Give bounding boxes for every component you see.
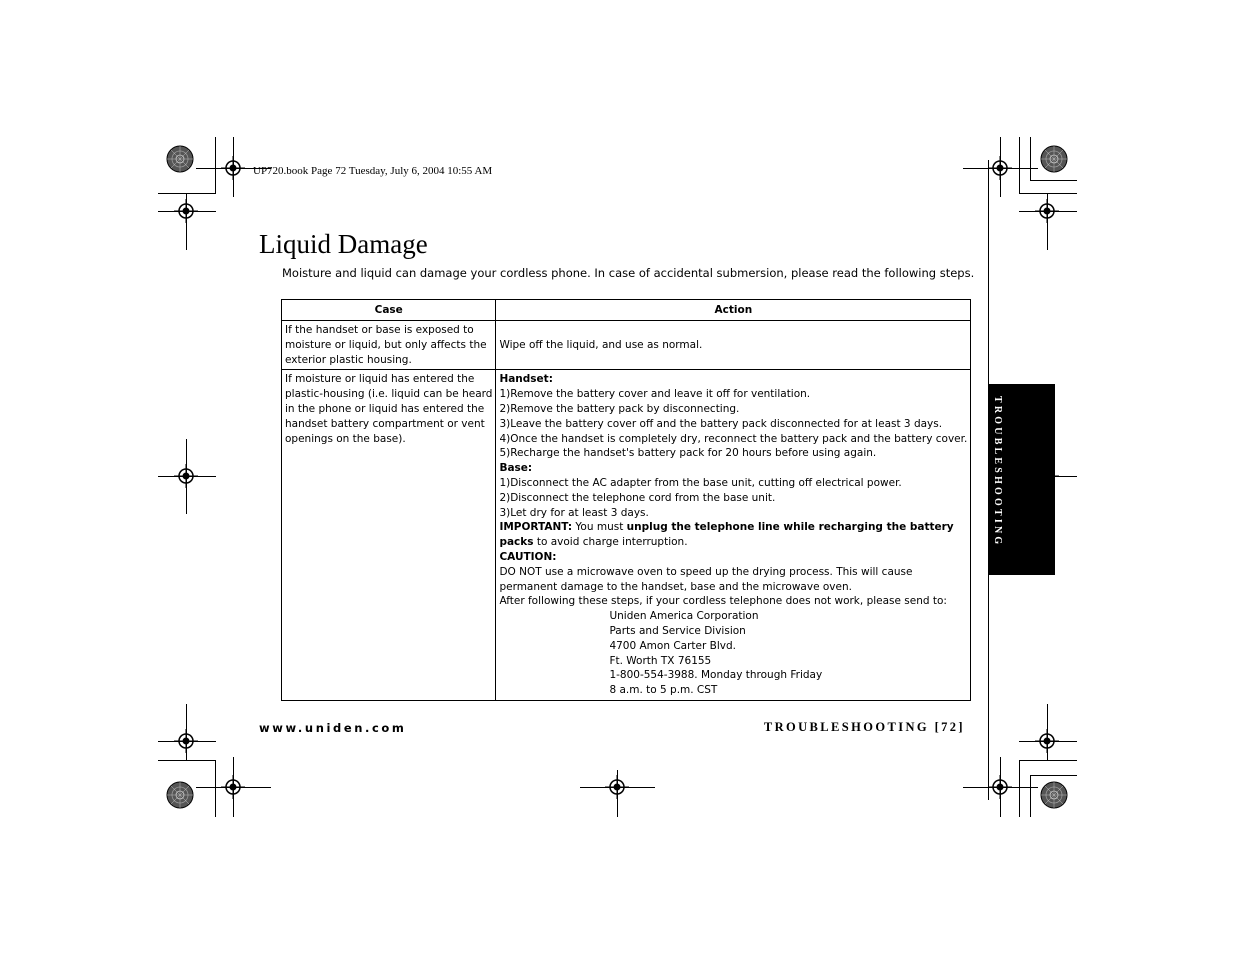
case-line: If the handset or base is exposed to	[285, 324, 474, 336]
important-post: to avoid charge interruption.	[533, 536, 688, 549]
troubleshooting-table	[281, 299, 971, 701]
registration-target-icon	[605, 775, 629, 799]
base-step: 1)Disconnect the AC adapter from the base unit, cutting off electrical power.	[499, 476, 902, 489]
address-line: Uniden America Corporation	[609, 610, 759, 623]
case-line: exterior plastic housing.	[285, 353, 412, 366]
starburst-icon	[167, 782, 193, 808]
service-address	[499, 609, 967, 698]
address-line: 1-800-554-3988. Monday through Friday	[609, 669, 823, 682]
case-line: moisture or liquid, but only affects the	[285, 338, 487, 351]
address-line: Parts and Service Division	[609, 624, 746, 637]
registration-target-icon	[988, 156, 1012, 180]
important-label: IMPORTANT:	[499, 521, 573, 534]
address-line: 4700 Amon Carter Blvd.	[609, 639, 736, 652]
base-label: Base:	[499, 462, 533, 475]
case-line: openings on the base).	[285, 432, 406, 445]
handset-step: 3)Leave the battery cover off and the battery pack disconnected for at least 3 days.	[499, 417, 943, 430]
table-row	[282, 370, 971, 701]
important-note	[499, 520, 967, 550]
intro-text: Moisture and liquid can damage your cordless phone. In case of accidental submersion, please read the following steps.	[282, 266, 975, 280]
starburst-icon	[1041, 146, 1067, 172]
registration-target-icon	[988, 775, 1012, 799]
handset-step: 2)Remove the battery pack by disconnecting.	[499, 402, 740, 415]
registration-target-icon	[221, 775, 245, 799]
side-tab	[988, 384, 1055, 575]
caution-text: DO NOT use a microwave oven to speed up the drying process. This will cause permanent damage to the handset, base and the microwave oven.	[499, 565, 913, 593]
footer-website: www.uniden.com	[259, 721, 407, 735]
base-step: 3)Let dry for at least 3 days.	[499, 506, 649, 519]
case-cell	[282, 321, 496, 370]
after-text: After following these steps, if your cordless telephone does not work, please send to:	[499, 595, 947, 608]
registration-target-icon	[221, 156, 245, 180]
address-line: Ft. Worth TX 76155	[609, 654, 712, 667]
case-line: handset battery compartment or vent	[285, 417, 485, 430]
table-header-row	[282, 300, 971, 321]
handset-step: 1)Remove the battery cover and leave it off for ventilation.	[499, 388, 811, 401]
table-row	[282, 321, 971, 370]
handset-step: 5)Recharge the handset's battery pack for 20 hours before using again.	[499, 447, 877, 460]
handset-step: 4)Once the handset is completely dry, reconnect the battery pack and the battery cover.	[499, 432, 968, 445]
starburst-icon	[1041, 782, 1067, 808]
case-line: plastic-housing (i.e. liquid can be heard	[285, 388, 493, 401]
book-header: UP720.book Page 72 Tuesday, July 6, 2004 10:55 AM	[253, 165, 493, 177]
action-cell	[496, 370, 971, 701]
footer-section-page: TROUBLESHOOTING [72]	[763, 720, 965, 734]
handset-label: Handset:	[499, 373, 553, 386]
case-line: in the phone or liquid has entered the	[285, 402, 485, 415]
case-cell	[282, 370, 496, 701]
registration-target-icon	[1035, 199, 1059, 223]
base-step: 2)Disconnect the telephone cord from the base unit.	[499, 491, 776, 504]
registration-target-icon	[1035, 729, 1059, 753]
action-cell: Wipe off the liquid, and use as normal.	[496, 321, 971, 370]
address-line: 8 a.m. to 5 p.m. CST	[609, 684, 718, 697]
starburst-icon	[167, 146, 193, 172]
action-header: Action	[496, 300, 971, 321]
side-tab-label: TROUBLESHOOTING	[992, 396, 1003, 548]
caution-label: CAUTION:	[499, 550, 557, 563]
case-line: If moisture or liquid has entered the	[285, 373, 475, 386]
registration-target-icon	[174, 199, 198, 223]
important-pre: You must	[572, 521, 627, 534]
page-title: Liquid Damage	[259, 229, 428, 259]
registration-target-icon	[174, 729, 198, 753]
registration-target-icon	[174, 464, 198, 488]
case-header: Case	[282, 300, 496, 321]
important-bold: unplug the telephone line while recharging the battery packs	[499, 521, 954, 549]
